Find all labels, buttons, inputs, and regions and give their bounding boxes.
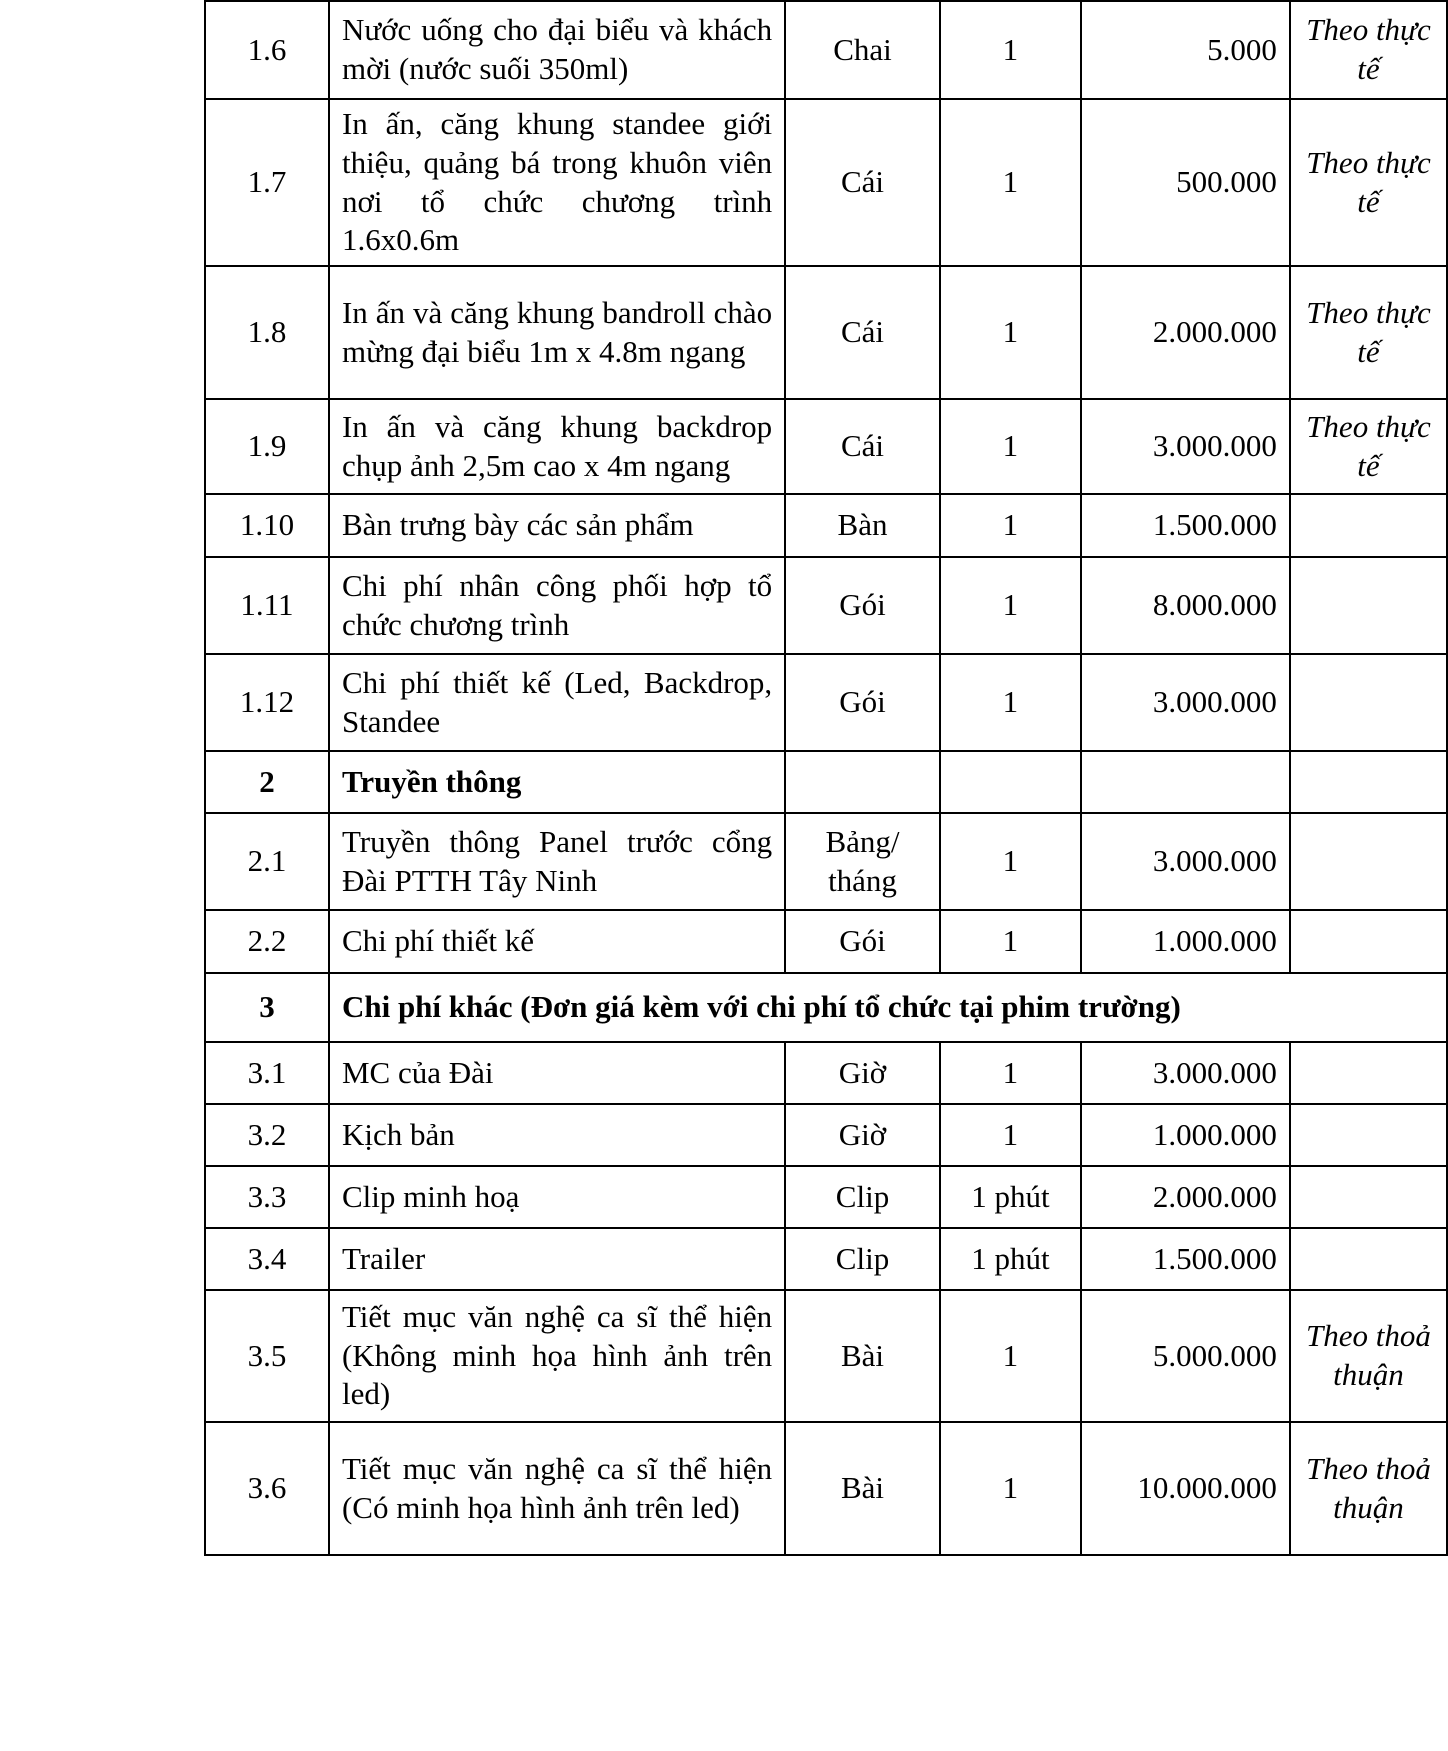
section-title-cell: Chi phí khác (Đơn giá kèm với chi phí tổ chức tại phim trường) (329, 973, 1447, 1042)
unit-price-cell: 5.000.000 (1081, 1290, 1290, 1422)
note-cell (1290, 654, 1447, 751)
quantity-cell: 1 (940, 1042, 1081, 1104)
unit-price-cell: 3.000.000 (1081, 1042, 1290, 1104)
description-cell: Chi phí nhân công phối hợp tổ chức chương trình (329, 557, 785, 654)
unit-cell: Bàn (785, 494, 940, 557)
description-cell: Tiết mục văn nghệ ca sĩ thể hiện (Không minh họa hình ảnh trên led) (329, 1290, 785, 1422)
table-row (205, 654, 1447, 751)
description-cell: In ấn và căng khung backdrop chụp ảnh 2,5m cao x 4m ngang (329, 399, 785, 494)
item-number-cell: 2.2 (205, 910, 329, 973)
quantity-cell: 1 phút (940, 1228, 1081, 1290)
table-row (205, 1422, 1447, 1555)
note-cell (1290, 751, 1447, 813)
description-cell: Truyền thông Panel trước cổng Đài PTTH Tây Ninh (329, 813, 785, 910)
table-row (205, 1290, 1447, 1422)
unit-cell: Bảng/ tháng (785, 813, 940, 910)
table-row (205, 910, 1447, 973)
quantity-cell: 1 (940, 813, 1081, 910)
note-cell (1290, 910, 1447, 973)
note-cell (1290, 1166, 1447, 1228)
table-row (205, 266, 1447, 399)
note-cell: Theo thoả thuận (1290, 1422, 1447, 1555)
unit-cell: Giờ (785, 1042, 940, 1104)
unit-cell: Giờ (785, 1104, 940, 1166)
item-number-cell: 2.1 (205, 813, 329, 910)
description-cell: Tiết mục văn nghệ ca sĩ thể hiện (Có minh họa hình ảnh trên led) (329, 1422, 785, 1555)
section-title-cell: Truyền thông (329, 751, 785, 813)
unit-price-cell: 1.000.000 (1081, 1104, 1290, 1166)
quantity-cell: 1 (940, 399, 1081, 494)
unit-price-cell: 1.000.000 (1081, 910, 1290, 973)
unit-cell: Cái (785, 266, 940, 399)
description-cell: Clip minh hoạ (329, 1166, 785, 1228)
table-row (205, 557, 1447, 654)
unit-cell: Clip (785, 1166, 940, 1228)
description-cell: In ấn, căng khung standee giới thiệu, quảng bá trong khuôn viên nơi tổ chức chương trình 1.6x0.6m (329, 99, 785, 266)
quantity-cell: 1 (940, 910, 1081, 973)
unit-price-cell (1081, 751, 1290, 813)
description-cell: Chi phí thiết kế (329, 910, 785, 973)
unit-price-cell: 3.000.000 (1081, 813, 1290, 910)
item-number-cell: 1.9 (205, 399, 329, 494)
description-cell: Nước uống cho đại biểu và khách mời (nước suối 350ml) (329, 1, 785, 99)
quantity-cell: 1 (940, 654, 1081, 751)
unit-price-cell: 10.000.000 (1081, 1422, 1290, 1555)
unit-price-cell: 1.500.000 (1081, 494, 1290, 557)
quantity-cell: 1 (940, 1422, 1081, 1555)
unit-cell: Gói (785, 557, 940, 654)
note-cell (1290, 813, 1447, 910)
quantity-cell: 1 (940, 99, 1081, 266)
description-cell: MC của Đài (329, 1042, 785, 1104)
note-cell (1290, 557, 1447, 654)
item-number-cell: 3.3 (205, 1166, 329, 1228)
description-cell: In ấn và căng khung bandroll chào mừng đại biểu 1m x 4.8m ngang (329, 266, 785, 399)
quantity-cell: 1 (940, 1, 1081, 99)
item-number-cell: 1.6 (205, 1, 329, 99)
unit-cell: Bài (785, 1290, 940, 1422)
description-cell: Chi phí thiết kế (Led, Backdrop, Standee (329, 654, 785, 751)
unit-cell: Gói (785, 910, 940, 973)
unit-price-cell: 8.000.000 (1081, 557, 1290, 654)
item-number-cell: 1.7 (205, 99, 329, 266)
unit-price-cell: 3.000.000 (1081, 654, 1290, 751)
note-cell: Theo thực tế (1290, 399, 1447, 494)
note-cell (1290, 494, 1447, 557)
item-number-cell: 1.8 (205, 266, 329, 399)
table-row (205, 1228, 1447, 1290)
unit-cell: Cái (785, 99, 940, 266)
section-number-cell: 3 (205, 973, 329, 1042)
unit-price-cell: 500.000 (1081, 99, 1290, 266)
table-row (205, 99, 1447, 266)
quantity-cell: 1 (940, 266, 1081, 399)
quantity-cell: 1 phút (940, 1166, 1081, 1228)
item-number-cell: 3.6 (205, 1422, 329, 1555)
note-cell: Theo thoả thuận (1290, 1290, 1447, 1422)
item-number-cell: 3.2 (205, 1104, 329, 1166)
note-cell (1290, 1042, 1447, 1104)
note-cell: Theo thực tế (1290, 266, 1447, 399)
item-number-cell: 1.11 (205, 557, 329, 654)
unit-cell: Chai (785, 1, 940, 99)
table-row (205, 813, 1447, 910)
note-cell (1290, 1228, 1447, 1290)
table-row (205, 1104, 1447, 1166)
section-row (205, 751, 1447, 813)
item-number-cell: 3.5 (205, 1290, 329, 1422)
note-cell (1290, 1104, 1447, 1166)
section-number-cell: 2 (205, 751, 329, 813)
table-row (205, 399, 1447, 494)
item-number-cell: 3.1 (205, 1042, 329, 1104)
item-number-cell: 1.12 (205, 654, 329, 751)
description-cell: Kịch bản (329, 1104, 785, 1166)
quantity-cell: 1 (940, 1104, 1081, 1166)
table-row (205, 1, 1447, 99)
quantity-cell: 1 (940, 557, 1081, 654)
quantity-cell (940, 751, 1081, 813)
note-cell: Theo thực tế (1290, 99, 1447, 266)
table-body (205, 1, 1447, 1555)
unit-price-cell: 2.000.000 (1081, 266, 1290, 399)
price-table (204, 0, 1448, 1556)
unit-price-cell: 5.000 (1081, 1, 1290, 99)
unit-price-cell: 2.000.000 (1081, 1166, 1290, 1228)
table-row (205, 1166, 1447, 1228)
note-cell: Theo thực tế (1290, 1, 1447, 99)
unit-cell: Cái (785, 399, 940, 494)
description-cell: Bàn trưng bày các sản phẩm (329, 494, 785, 557)
section-row (205, 973, 1447, 1042)
description-cell: Trailer (329, 1228, 785, 1290)
unit-cell: Gói (785, 654, 940, 751)
unit-cell: Bài (785, 1422, 940, 1555)
unit-cell (785, 751, 940, 813)
table-row (205, 494, 1447, 557)
unit-price-cell: 3.000.000 (1081, 399, 1290, 494)
quantity-cell: 1 (940, 1290, 1081, 1422)
item-number-cell: 1.10 (205, 494, 329, 557)
table-row (205, 1042, 1447, 1104)
unit-price-cell: 1.500.000 (1081, 1228, 1290, 1290)
quantity-cell: 1 (940, 494, 1081, 557)
unit-cell: Clip (785, 1228, 940, 1290)
item-number-cell: 3.4 (205, 1228, 329, 1290)
